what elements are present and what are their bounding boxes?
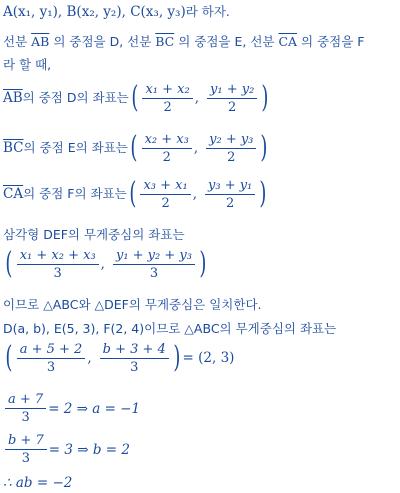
fraction-x	[142, 132, 192, 165]
row-midpoint-f: $\overline{CA}$ 의 중점 F의 좌표는 ( $\frac{\text{x₃ + x₁}}{2}$ , $\frac{\text{y₃ + y₁}}{2}$ )	[3, 176, 267, 211]
segment-label: $\overline{CA}$	[3, 186, 24, 202]
denominator: 3	[21, 451, 31, 466]
denominator: 3	[21, 410, 30, 425]
fraction-x	[17, 342, 86, 375]
denominator: 3	[46, 359, 56, 375]
segment-label: $\overline{AB}$	[3, 90, 23, 106]
right-paren: )	[199, 246, 207, 281]
numerator: y₃ + y₁	[205, 178, 255, 195]
denominator: 2	[162, 149, 171, 165]
denominator: 2	[227, 149, 236, 165]
numerator: x₂ + x₃	[142, 132, 192, 149]
numerator: y₁ + y₂ + y₃	[113, 248, 195, 265]
equation-a-result: = 2 ⇒ a = −1	[48, 400, 141, 417]
numerator: a + 7	[5, 392, 46, 409]
right-paren: )	[259, 176, 267, 211]
text-segment: 선분	[3, 34, 32, 49]
right-paren: )	[260, 130, 268, 165]
conclusion-text: ∴ ab = −2	[3, 475, 73, 491]
line-midpoints	[3, 33, 364, 51]
denominator: 3	[130, 359, 139, 375]
fraction-y	[205, 178, 255, 211]
fraction-x	[140, 178, 190, 211]
row-label: 의 중점 D의 좌표는	[22, 90, 129, 105]
numerator: x₁ + x₂	[142, 82, 192, 99]
left-paren: (	[5, 340, 13, 375]
given-points-text: D(a, b), E(5, 3), F(2, 4)이므로 △ABC의 무게중심의 좌표는	[3, 321, 337, 336]
fraction-y	[100, 342, 169, 375]
line-define-points	[3, 3, 230, 21]
triangle-centroid-text: 삼각형 DEF의 무게중심의 좌표는	[3, 227, 185, 242]
line-given-points	[3, 320, 336, 338]
text-when: 라 할 때,	[3, 57, 52, 72]
define-suffix: 라 하자.	[185, 4, 230, 19]
centroid-result: = (2, 3)	[182, 350, 235, 366]
row-centroid-values: ( $\frac{a + 5 + 2}{3}$ , $\frac{b + 3 + 4}{3}$ ) = (2, 3)	[5, 340, 235, 375]
text-segment: 의 중점을 E, 선분	[174, 34, 279, 49]
fraction-b	[5, 433, 47, 466]
row-midpoint-e: $\overline{BC}$ 의 중점 E의 좌표는 ( $\frac{\text{x₂ + x₃}}{2}$ , $\frac{\text{y₂ + y₃}}{2}$ )	[3, 130, 268, 165]
numerator: x₁ + x₂ + x₃	[17, 248, 99, 265]
fraction-x	[142, 82, 192, 115]
fraction-x	[17, 248, 99, 281]
fraction-y	[206, 132, 256, 165]
fraction-y	[207, 82, 257, 115]
numerator: y₂ + y₃	[206, 132, 256, 149]
row-label: 의 중점 E의 좌표는	[23, 140, 128, 155]
fraction-y	[113, 248, 195, 281]
line-centroids-equal	[3, 296, 262, 314]
left-paren: (	[129, 176, 137, 211]
left-paren: (	[130, 130, 138, 165]
numerator: y₁ + y₂	[207, 82, 257, 99]
segment-label: $\overline{BC}$	[3, 140, 24, 156]
centroids-equal-text: 이므로 △ABC와 △DEF의 무게중심은 일치한다.	[3, 297, 262, 312]
denominator: 3	[53, 265, 62, 281]
row-equation-b	[3, 433, 130, 466]
points-definition: A(x₁, y₁), B(x₂, y₂), C(x₃, y₃)	[3, 4, 186, 20]
fraction-a	[5, 392, 46, 425]
row-midpoint-d: $\overline{AB}$ 의 중점 D의 좌표는 ( $\frac{\text{x₁ + x₂}}{2}$ , $\frac{\text{y₁ + y₂}}{2}$ )	[3, 80, 269, 115]
numerator: a + 5 + 2	[17, 342, 86, 359]
right-paren: )	[173, 340, 181, 375]
line-when	[3, 56, 51, 74]
text-segment: 의 중점을 F	[297, 34, 365, 49]
row-equation-a	[3, 392, 140, 425]
row-label: 의 중점 F의 좌표는	[23, 186, 127, 201]
numerator: x₃ + x₁	[140, 178, 190, 195]
right-paren: )	[261, 80, 269, 115]
numerator: b + 3 + 4	[100, 342, 169, 359]
line-conclusion	[3, 474, 72, 492]
equation-b-result: = 3 ⇒ b = 2	[48, 441, 130, 458]
left-paren: (	[131, 80, 139, 115]
segment-ca: $\overline{CA}$	[278, 34, 298, 49]
denominator: 2	[228, 99, 237, 115]
denominator: 2	[161, 195, 170, 211]
text-segment: 의 중점을 D, 선분	[49, 34, 156, 49]
denominator: 3	[149, 265, 159, 281]
left-paren: (	[5, 246, 13, 281]
line-triangle-def	[3, 226, 185, 244]
row-centroid-formula: ( $\frac{\text{x₁ + x₂ + x₃}}{3}$ , $\frac{\text{y₁ + y₂ + y₃}}{3}$ )	[5, 246, 207, 281]
denominator: 2	[163, 99, 172, 115]
denominator: 2	[226, 195, 235, 211]
segment-ab: $\overline{AB}$	[31, 34, 50, 49]
numerator: b + 7	[5, 433, 47, 450]
segment-bc: $\overline{BC}$	[155, 34, 175, 49]
